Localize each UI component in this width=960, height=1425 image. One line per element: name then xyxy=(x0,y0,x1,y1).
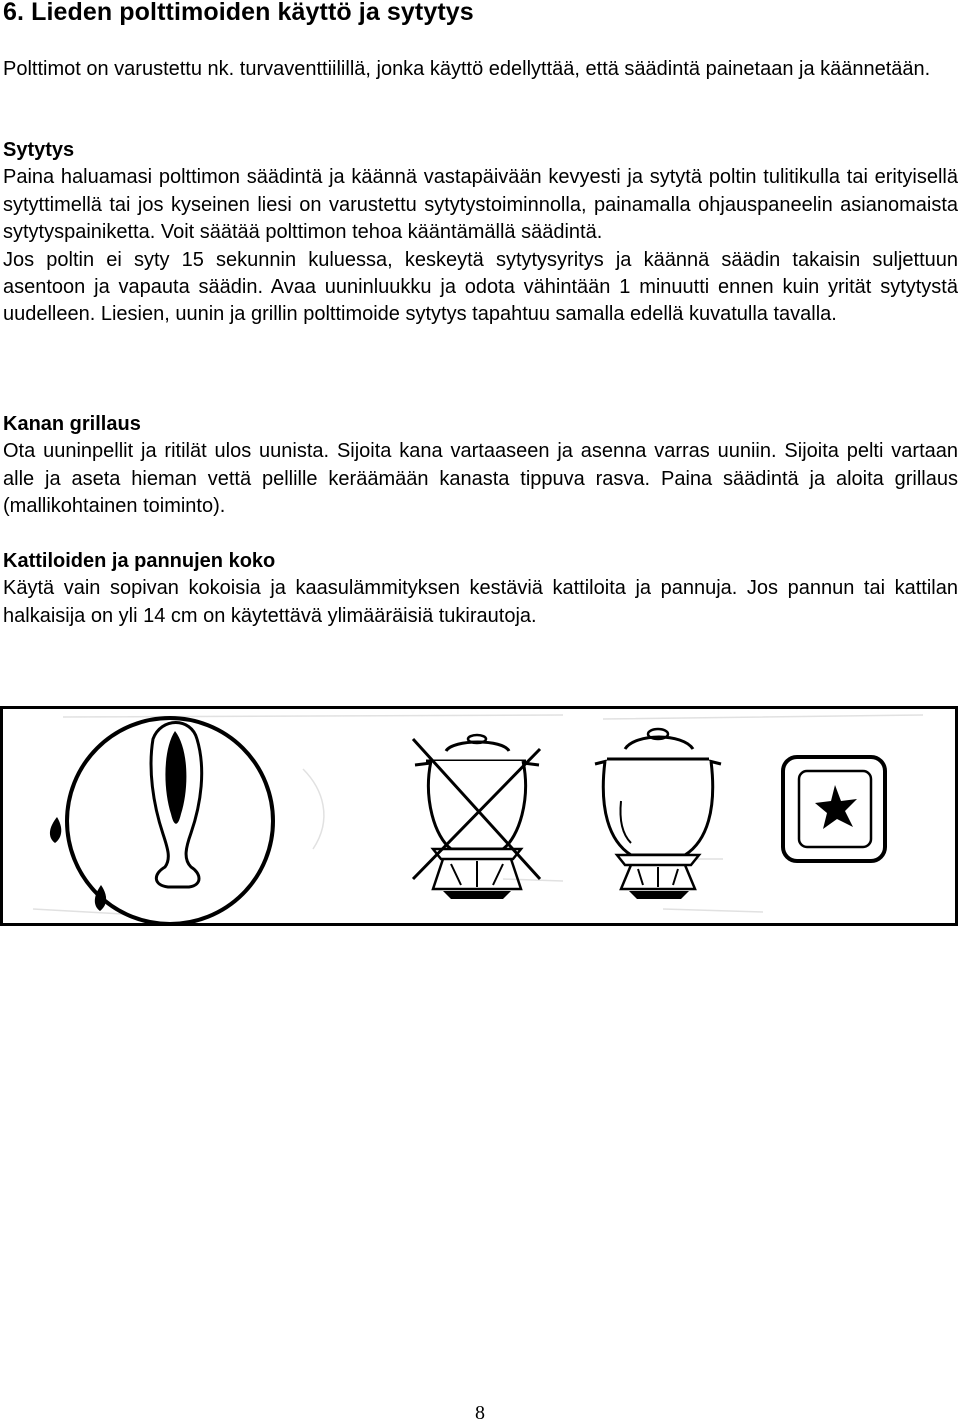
section-paragraph: Ota uuninpellit ja ritilät ulos uunista. Sijoita kana vartaaseen ja asenna varras uuniin. Sijoita pelti vartaan alle ja aseta hieman vettä pellille keräämään kanasta tippuva rasva. Paina säädintä ja aloita grillaus (mallikohtainen toiminto). xyxy=(3,440,958,518)
section-kattilat xyxy=(3,548,958,630)
section-heading: 6. Lieden polttimoiden käyttö ja sytytys xyxy=(3,0,474,26)
section-paragraph: Käytä vain sopivan kokoisia ja kaasulämmityksen kestäviä kattiloita ja pannuja. Jos pannun tai kattilan halkaisija on yli 14 cm on käytettävä ylimääräisiä tukirautoja. xyxy=(3,577,958,627)
burner-illustration xyxy=(0,706,958,926)
section-kanan-grillaus xyxy=(3,411,958,521)
section-paragraph: Jos poltin ei syty 15 sekunnin kuluessa, keskeytä sytytysyritys ja käännä säädin takaisin suljettuun asentoon ja vapauta säädin. Avaa uuninluukku ja odota vähintään 1 minuutti ennen kuin yrität sytytystä uudelleen. Liesien, uunin ja grillin polttimoide sytytys tapahtuu samalla edellä kuvatulla tavalla. xyxy=(3,248,958,326)
section-title: Kanan grillaus xyxy=(3,413,141,435)
star-burner-icon xyxy=(783,757,885,861)
page-number: 8 xyxy=(475,1402,485,1424)
burner-knob-icon xyxy=(50,718,273,924)
correct-pot-icon xyxy=(595,729,721,899)
section-title: Sytytys xyxy=(3,139,75,161)
section-paragraph: Paina haluamasi polttimon säädintä ja käännä vastapäivään kevyesti ja sytytä poltin tulitikulla tai erityisellä sytyttimellä tai jos kyseinen liesi on varustettu sytytystoiminnolla, painamalla ohjauspaneelin asianomaista sytytyspainiketta. Voit säätää polttimon tehoa kääntämällä säädintä. xyxy=(3,166,958,244)
section-sytytys xyxy=(3,137,958,329)
section-title: Kattiloiden ja pannujen koko xyxy=(3,550,276,572)
small-pot-crossed-icon xyxy=(413,735,540,899)
intro-paragraph: Polttimot on varustettu nk. turvaventtiilillä, jonka käyttö edellyttää, että säädintä painetaan ja käännetään. xyxy=(3,58,931,80)
